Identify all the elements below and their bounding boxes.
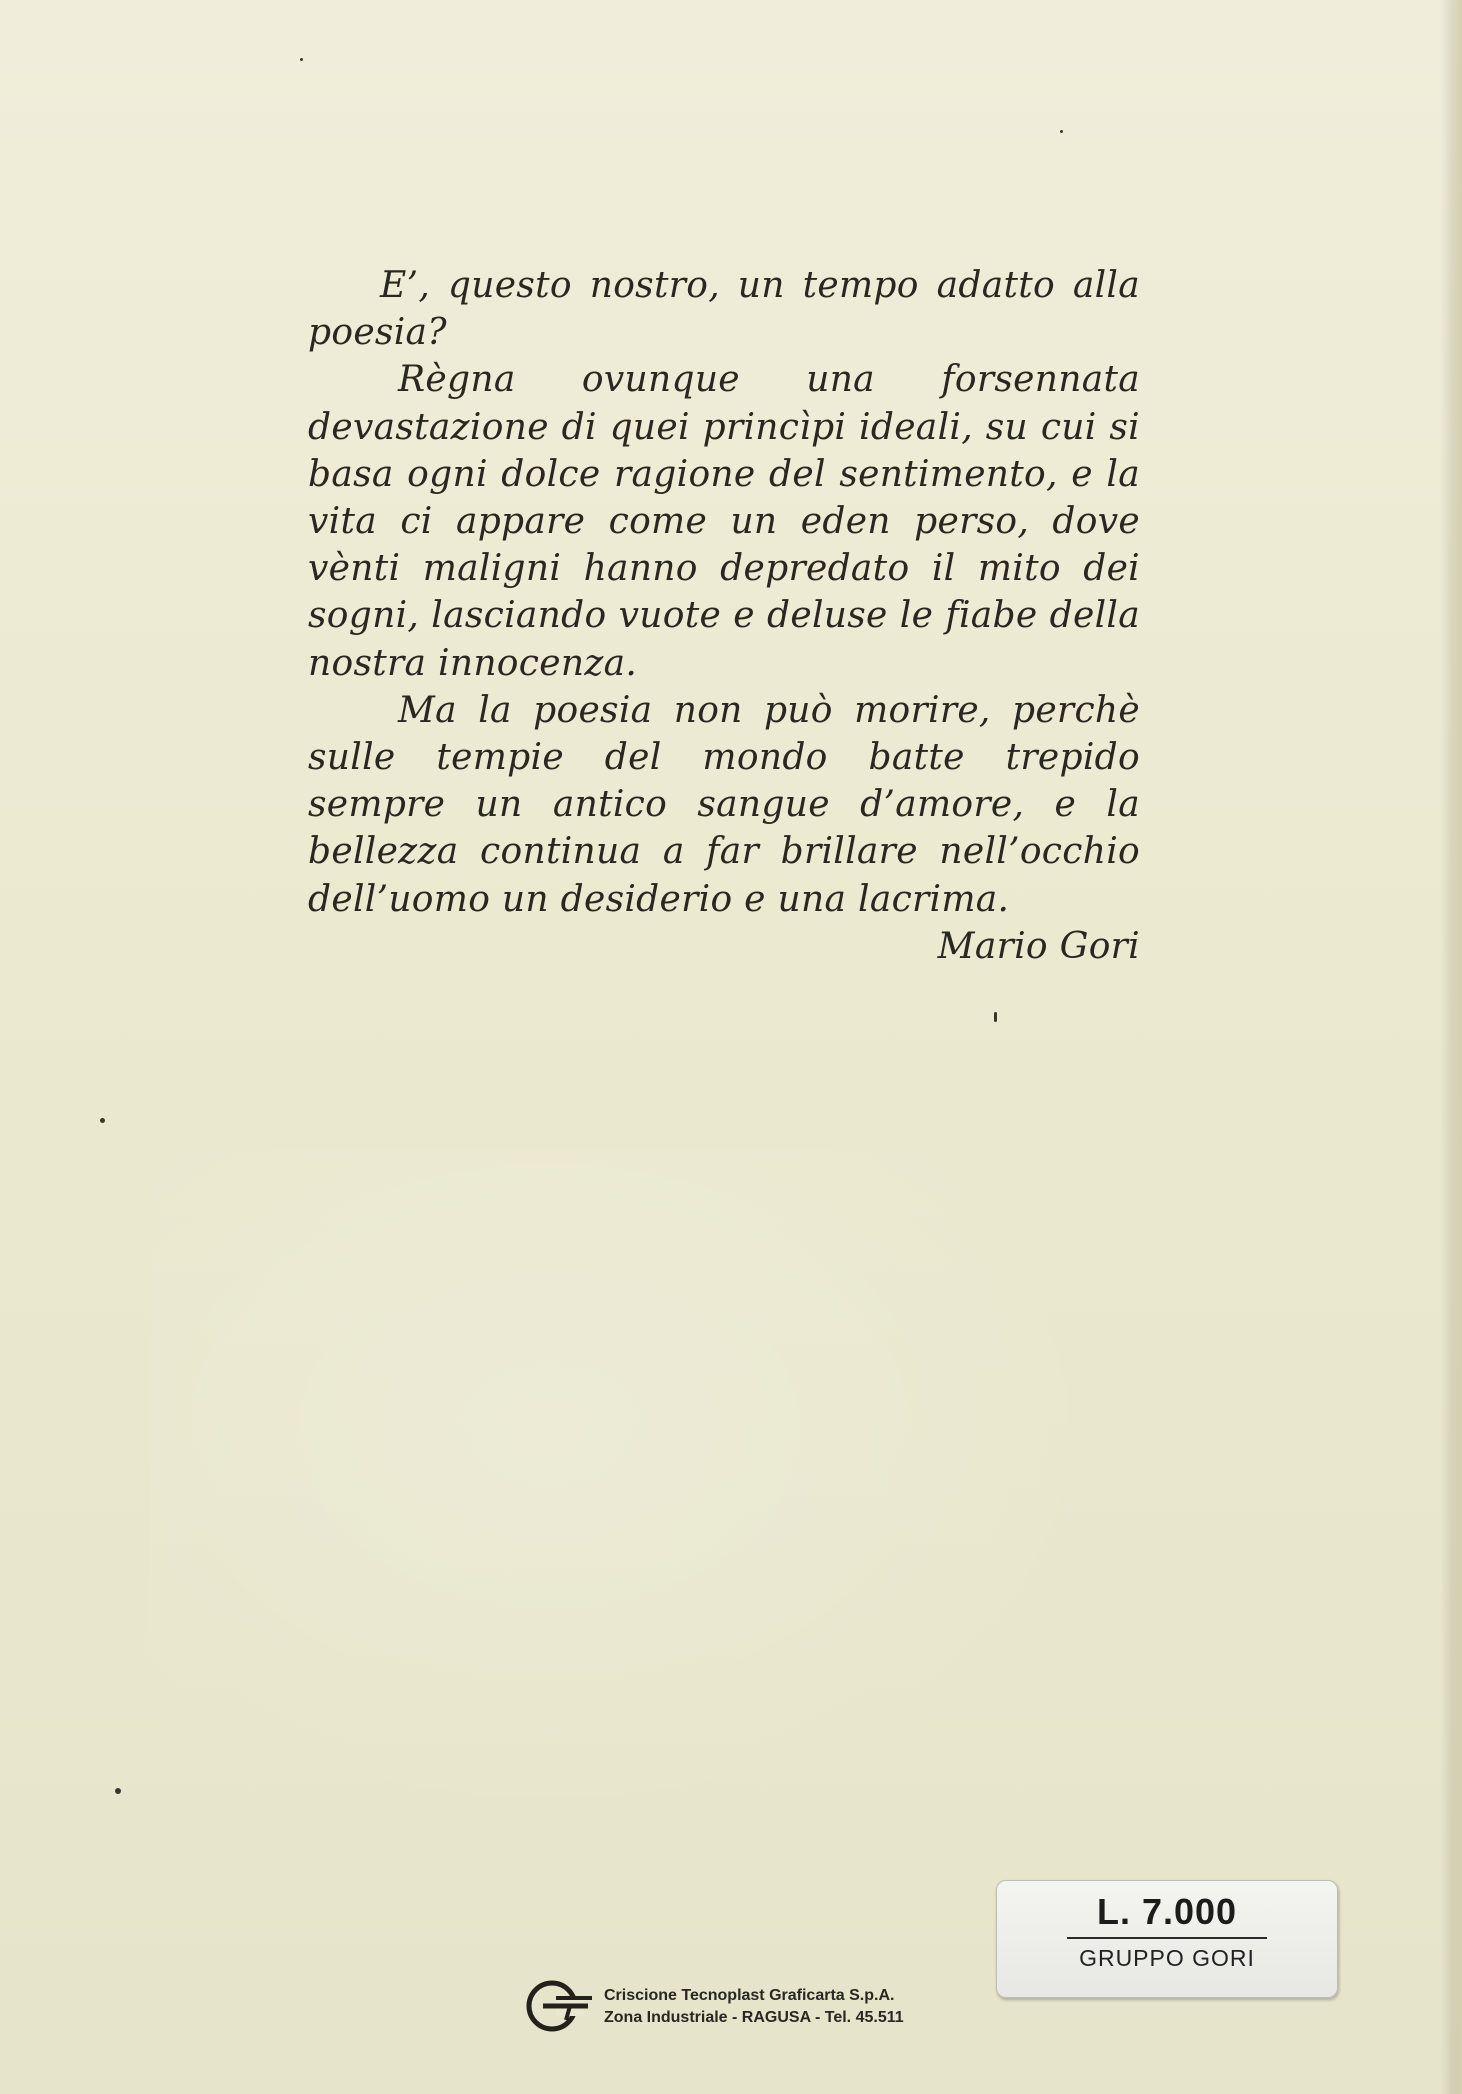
poem-paragraph-2: Règna ovunque una forsennata devastazione di quei princìpi ideali, su cui si basa ogni dolce ragione del sentimento, e la vita ci appare come un eden perso, dove vènti maligni hanno depredato il mito dei sogni, lasciando vuote e deluse le fiabe della nostra innocenza. — [308, 359, 1140, 684]
poem-paragraph-3: Ma la poesia non può morire, perchè sulle tempie del mondo batte trepido sempre un antico sangue d’amore, e la bellezza continua a far brillare nell’occhio dell’uomo un desiderio e una lacrima. — [308, 689, 1140, 920]
poem-paragraph-1: E’, questo nostro, un tempo adatto alla poesia? — [308, 265, 1140, 354]
author-signature: Mario Gori — [937, 925, 1140, 967]
price-label: L. 7.000 — [1096, 1891, 1238, 1932]
imprint-text — [604, 1985, 904, 2029]
sticker-divider — [1067, 1937, 1267, 1939]
price-sticker — [996, 1880, 1338, 1998]
paper-speck — [100, 1118, 105, 1123]
paper-speck — [994, 1012, 997, 1022]
publisher-label: GRUPPO GORI — [1079, 1945, 1255, 1971]
paper-texture — [150, 1150, 1150, 1850]
imprint-line-address: Zona Industriale - RAGUSA - Tel. 45.511 — [604, 2009, 904, 2026]
page-edge-shadow — [1440, 0, 1462, 2094]
paper-speck — [300, 58, 303, 61]
paper-speck — [115, 1788, 121, 1794]
imprint-line-company: Criscione Tecnoplast Graficarta S.p.A. — [604, 1987, 895, 2004]
poem-text-block — [308, 262, 1140, 970]
paper-speck — [1060, 130, 1063, 133]
cg-printer-logo-icon — [526, 1976, 596, 2036]
